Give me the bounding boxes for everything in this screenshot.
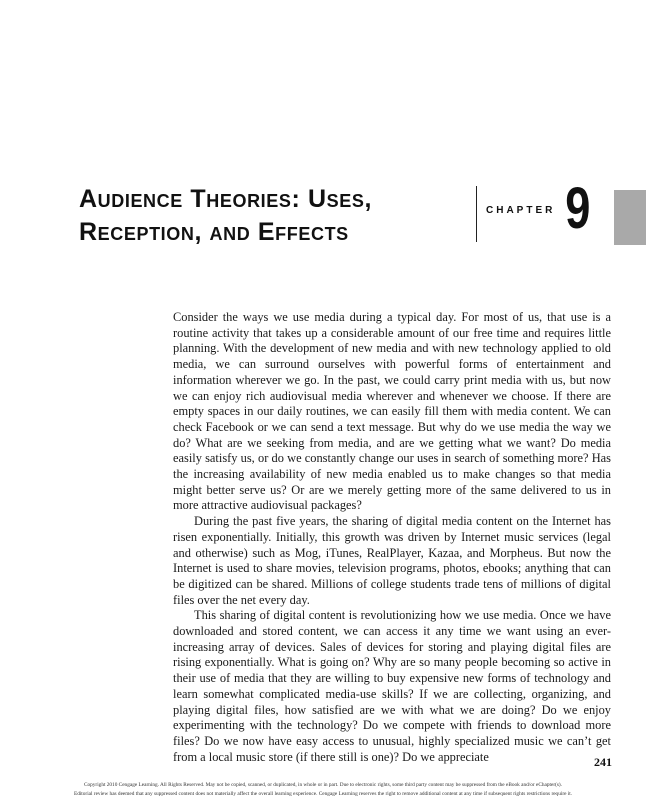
page-number: 241 — [594, 755, 612, 769]
paragraph-3: This sharing of digital content is revolutionizing how we use media. Once we have downloaded and stored content, we can access it any time we want using an ever-increasing array of devices. Sales of devices for storing and playing digital files are rising exponentially. What is going on? Why are so many people becoming so active in their use of media that they are willing to buy expensive new forms of technology and learn somewhat complicated media-use skills? If we are collecting, organizing, and playing digital files, how satisfied are we with what we are doing? Do we enjoy experimenting with the technology? Do we compete with friends to download more files? Do we now have easy access to unusual, highly specialized music we can’t get from a local music store (if there still is one)? Do we appreciate — [173, 608, 611, 764]
chapter-title — [79, 183, 459, 249]
chapter-title-line-2: Reception, and Effects — [79, 218, 349, 246]
paragraph-1: Consider the ways we use media during a typical day. For most of us, that use is a routine activity that takes up a considerable amount of our free time and requires little planning. With the development of new media and with new technology applied to old media, we can surround ourselves with powerful forms of entertainment and information wherever we go. In the past, we could carry print media with us, but now we can enjoy rich audiovisual media wherever and whenever we choose. If there are empty spaces in our daily routines, we can easily fill them with media content. We can check Facebook or we can send a text message. But why do we use media the way we do? What are we seeking from media, and are we getting what we want? Do media easily satisfy us, or do we constantly change our uses in search of something more? Has the increasing availability of new media enabled us to make changes so that media might better serve us? Or are we merely getting more of the same delivered to us in more attractive audiovisual packages? — [173, 310, 611, 513]
copyright-line-1: Copyright 2010 Cengage Learning. All Rights Reserved. May not be copied, scanned, or duplicated, in whole or in part. Due to electronic rights, some third party content may be suppressed from the eBook and/or eChapter(s). — [83, 782, 563, 788]
chapter-thumb-tab — [614, 190, 646, 245]
chapter-number: 9 — [565, 176, 591, 241]
chapter-label: CHAPTER — [486, 205, 556, 216]
chapter-divider-rule — [476, 186, 477, 242]
body-text — [173, 310, 611, 765]
chapter-title-line-1: Audience Theories: Uses, — [79, 185, 372, 213]
paragraph-2: During the past five years, the sharing of digital media content on the Internet has risen exponentially. Initially, this growth was driven by Internet music services (legal and otherwise) such as Mog, iTunes, RealPlayer, Kazaa, and Morpheus. But now the Internet is used to share movies, television programs, photos, ebooks; anything that can be digitized can be shared. Millions of college students trade tens of millions of digital files over the net every day. — [173, 514, 611, 607]
copyright-line-2: Editorial review has deemed that any suppressed content does not materially affect the overall learning experience. Cengage Learning reserves the right to remove additional content at any time if subsequent rights restrictions require it. — [73, 791, 573, 797]
